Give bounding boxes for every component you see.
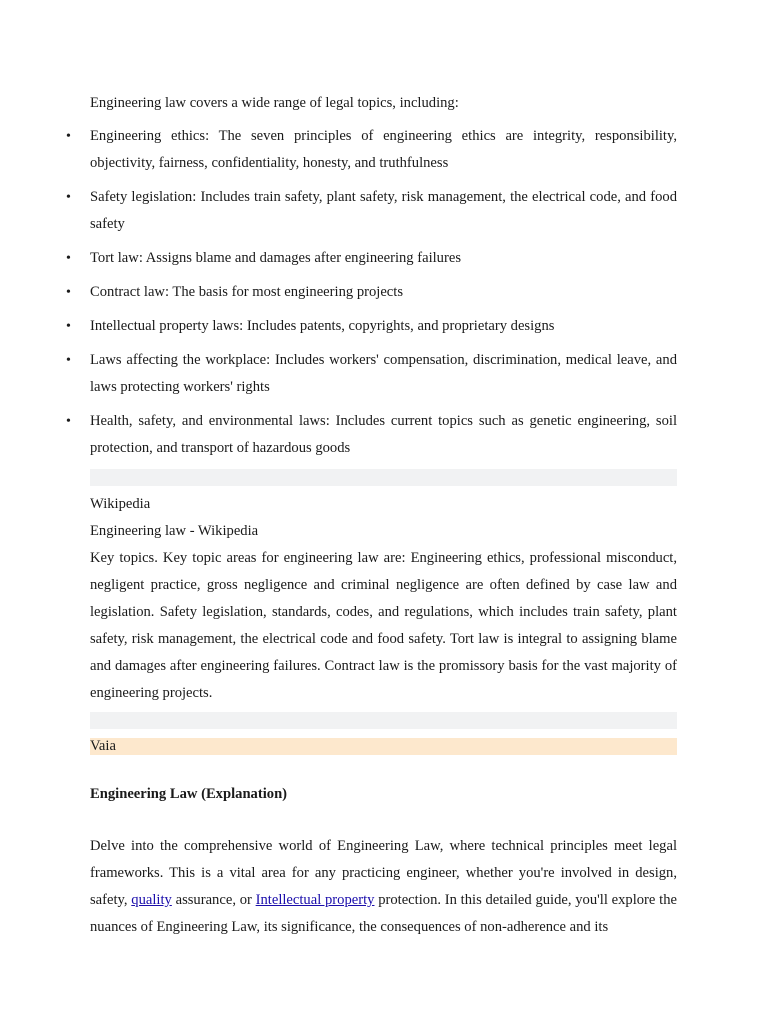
- list-item-text: Engineering ethics: The seven principles of engineering ethics are integrity, responsibility, objectivity, fairness, confidentiality, honesty, and truthfulness: [90, 128, 677, 171]
- topic-list: [66, 123, 677, 462]
- source-snippet: Key topics. Key topic areas for engineering law are: Engineering ethics, professional misconduct, negligent practice, gross negligence and criminal negligence are often defined by case law and legislation. Safety legislation, standards, codes, and regulations, which includes train safety, plant safety, risk management, the electrical code and food safety. Tort law is integral to assigning blame and damages after engineering failures. Contract law is the promissory basis for the vast majority of engineering projects.: [90, 550, 677, 701]
- bullet-icon: •: [66, 285, 71, 300]
- list-item: [66, 184, 677, 238]
- vaia-label[interactable]: Vaia: [90, 738, 116, 754]
- list-item-text: Contract law: The basis for most engineering projects: [90, 284, 404, 300]
- list-item: [66, 123, 677, 177]
- article-paragraph: [90, 833, 677, 941]
- list-item: [66, 408, 677, 462]
- list-item-text: Laws affecting the workplace: Includes workers' compensation, discrimination, medical leave, and laws protecting workers' rights: [90, 352, 677, 395]
- source-block: [90, 491, 677, 707]
- list-item: [66, 245, 677, 272]
- bullet-icon: •: [66, 414, 71, 429]
- list-item-text: Health, safety, and environmental laws: Includes current topics such as genetic engineering, soil protection, and transport of hazardous goods: [90, 413, 677, 456]
- list-item: [66, 313, 677, 340]
- bullet-icon: •: [66, 190, 71, 205]
- list-item: [66, 347, 677, 401]
- bullet-icon: •: [66, 251, 71, 266]
- article-heading: Engineering Law (Explanation): [90, 786, 288, 802]
- source-name[interactable]: Wikipedia: [90, 496, 151, 512]
- separator-bar: [90, 712, 677, 729]
- list-item-text: Safety legislation: Includes train safety, plant safety, risk management, the electrical code, and food safety: [90, 189, 677, 232]
- list-item-text: Tort law: Assigns blame and damages after engineering failures: [90, 250, 461, 266]
- quality-link[interactable]: quality: [131, 892, 172, 908]
- document-page: [66, 92, 677, 941]
- separator-bar: [90, 469, 677, 486]
- paragraph-text: assurance, or: [171, 892, 256, 908]
- intro-text: Engineering law covers a wide range of legal topics, including:: [90, 95, 459, 111]
- vaia-source-bar: [90, 738, 677, 755]
- intellectual-property-link[interactable]: Intellectual property: [255, 892, 375, 908]
- paragraph-text: protection. In this detailed guide, you'll explore the nuances of Engineering Law, its significance, the consequences of non-adherence and its: [90, 892, 677, 935]
- source-title-link[interactable]: Engineering law - Wikipedia: [90, 523, 259, 539]
- list-item-text: Intellectual property laws: Includes patents, copyrights, and proprietary designs: [90, 318, 555, 334]
- bullet-icon: •: [66, 353, 71, 368]
- bullet-icon: •: [66, 129, 71, 144]
- list-item: [66, 279, 677, 306]
- bullet-icon: •: [66, 319, 71, 334]
- paragraph-text: Delve into the comprehensive world of Engineering Law, where technical principles meet legal frameworks. This is a vital area for any practicing engineer, whether you're involved in design, safety,: [90, 838, 677, 908]
